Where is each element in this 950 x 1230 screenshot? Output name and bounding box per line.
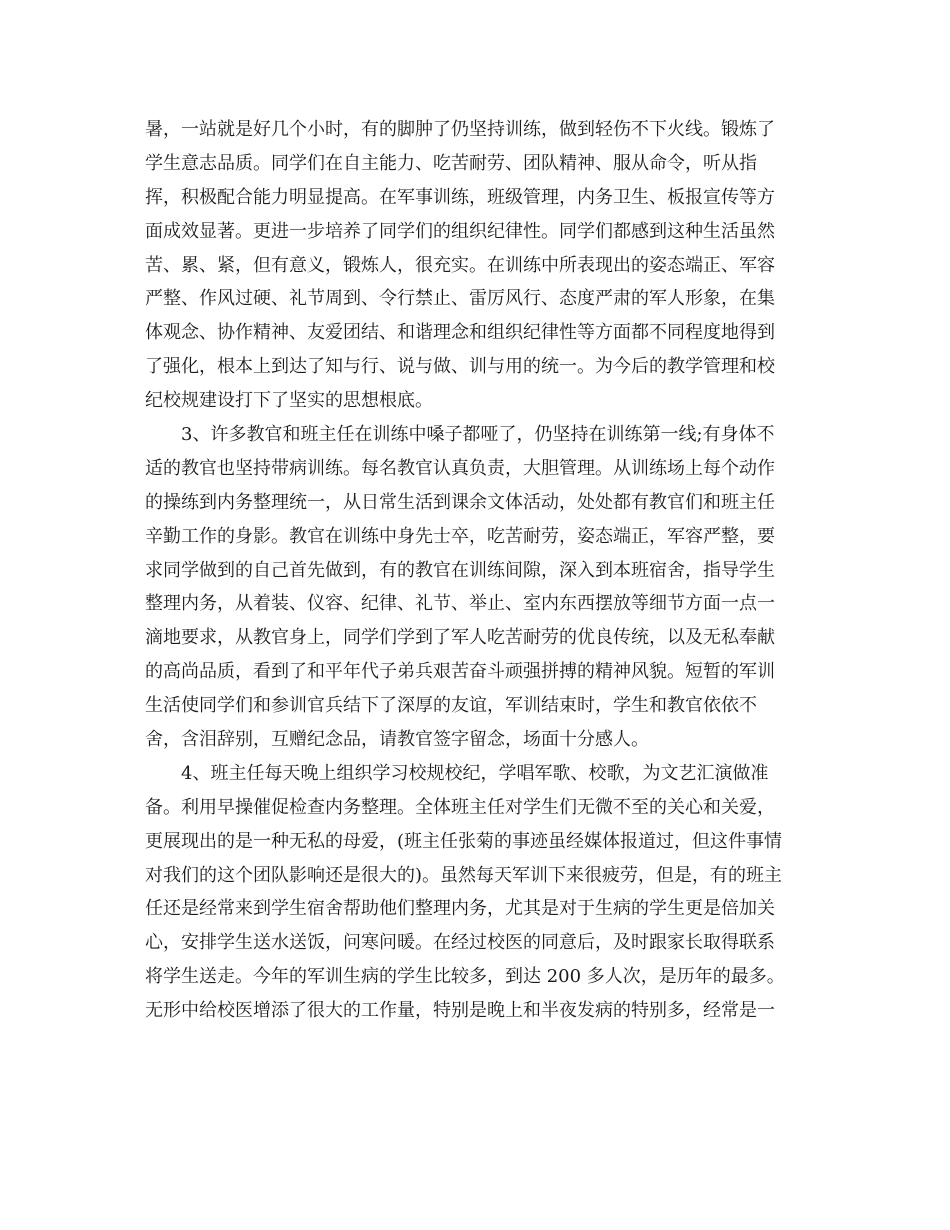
text-line: 备。利用早操催促检查内务整理。全体班主任对学生们无微不至的关心和关爱，	[145, 796, 775, 818]
text-line: 体观念、协作精神、友爱团结、和谐理念和组织纪律性等方面都不同程度地得到	[145, 322, 775, 344]
text-line: 挥，积极配合能力明显提高。在军事训练，班级管理，内务卫生、板报宣传等方	[145, 186, 775, 208]
text-line: 生活使同学们和参训官兵结下了深厚的友谊，军训结束时，学生和教官依依不	[145, 695, 757, 717]
text-line: 纪校规建设打下了坚实的思想根底。	[145, 390, 433, 412]
text-line: 面成效显著。更进一步培养了同学们的组织纪律性。同学们都感到这种生活虽然	[145, 220, 775, 242]
paragraph-3-first-line: 3、许多教官和班主任在训练中嗓子都哑了，仍坚持在训练第一线;有身体不	[181, 424, 775, 446]
text-line: 整理内务，从着装、仪容、纪律、礼节、举止、室内东西摆放等细节方面一点一	[145, 593, 775, 615]
text-line: 适的教官也坚持带病训练。每名教官认真负责，大胆管理。从训练场上每个动作	[145, 457, 775, 479]
text-line: 暑，一站就是好几个小时，有的脚肿了仍坚持训练，做到轻伤不下火线。锻炼了	[145, 119, 775, 140]
text-line: 的操练到内务整理统一，从日常生活到课余文体活动，处处都有教官们和班主任	[145, 491, 775, 513]
text-line: 任还是经常来到学生宿舍帮助他们整理内务，尤其是对于生病的学生更是倍加关	[145, 898, 775, 920]
text-line: 学生意志品质。同学们在自主能力、吃苦耐劳、团队精神、服从命令，听从指	[145, 152, 757, 174]
text-line: 舍，含泪辞别，互赠纪念品，请教官签字留念，场面十分感人。	[145, 729, 649, 751]
paragraph-4-first-line: 4、班主任每天晚上组织学习校规校纪，学唱军歌、校歌，为文艺汇演做准	[181, 762, 769, 784]
text-line: 心，安排学生送水送饭，问寒问暖。在经过校医的同意后，及时跟家长取得联系	[145, 932, 775, 954]
text-line: 严整、作风过硬、礼节周到、令行禁止、雷厉风行、态度严肃的军人形象，在集	[145, 288, 775, 310]
text-line: 更展现出的是一种无私的母爱，(班主任张菊的事迹虽经媒体报道过，但这件事情	[145, 830, 783, 852]
text-line: 滴地要求，从教官身上，同学们学到了军人吃苦耐劳的优良传统，以及无私奉献	[145, 627, 775, 649]
text-line: 将学生送走。今年的军训生病的学生比较多，到达 200 多人次，是历年的最多。	[145, 966, 785, 988]
text-line: 求同学做到的自己首先做到，有的教官在训练间隙，深入到本班宿舍，指导学生	[145, 559, 775, 581]
text-line: 苦、累、紧，但有意义，锻炼人，很充实。在训练中所表现出的姿态端正、军容	[145, 254, 775, 276]
text-line: 无形中给校医增添了很大的工作量，特别是晚上和半夜发病的特别多，经常是一	[145, 1000, 775, 1022]
body-text	[145, 113, 810, 1028]
text-line: 了强化，根本上到达了知与行、说与做、训与用的统一。为今后的教学管理和校	[145, 356, 775, 378]
text-line: 的高尚品质，看到了和平年代子弟兵艰苦奋斗顽强拼搏的精神风貌。短暂的军训	[145, 661, 775, 683]
text-line: 对我们的这个团队影响还是很大的)。虽然每天军训下来很疲劳，但是，有的班主	[145, 864, 783, 886]
text-line: 辛勤工作的身影。教官在训练中身先士卒，吃苦耐劳，姿态端正，军容严整，要	[145, 525, 775, 547]
